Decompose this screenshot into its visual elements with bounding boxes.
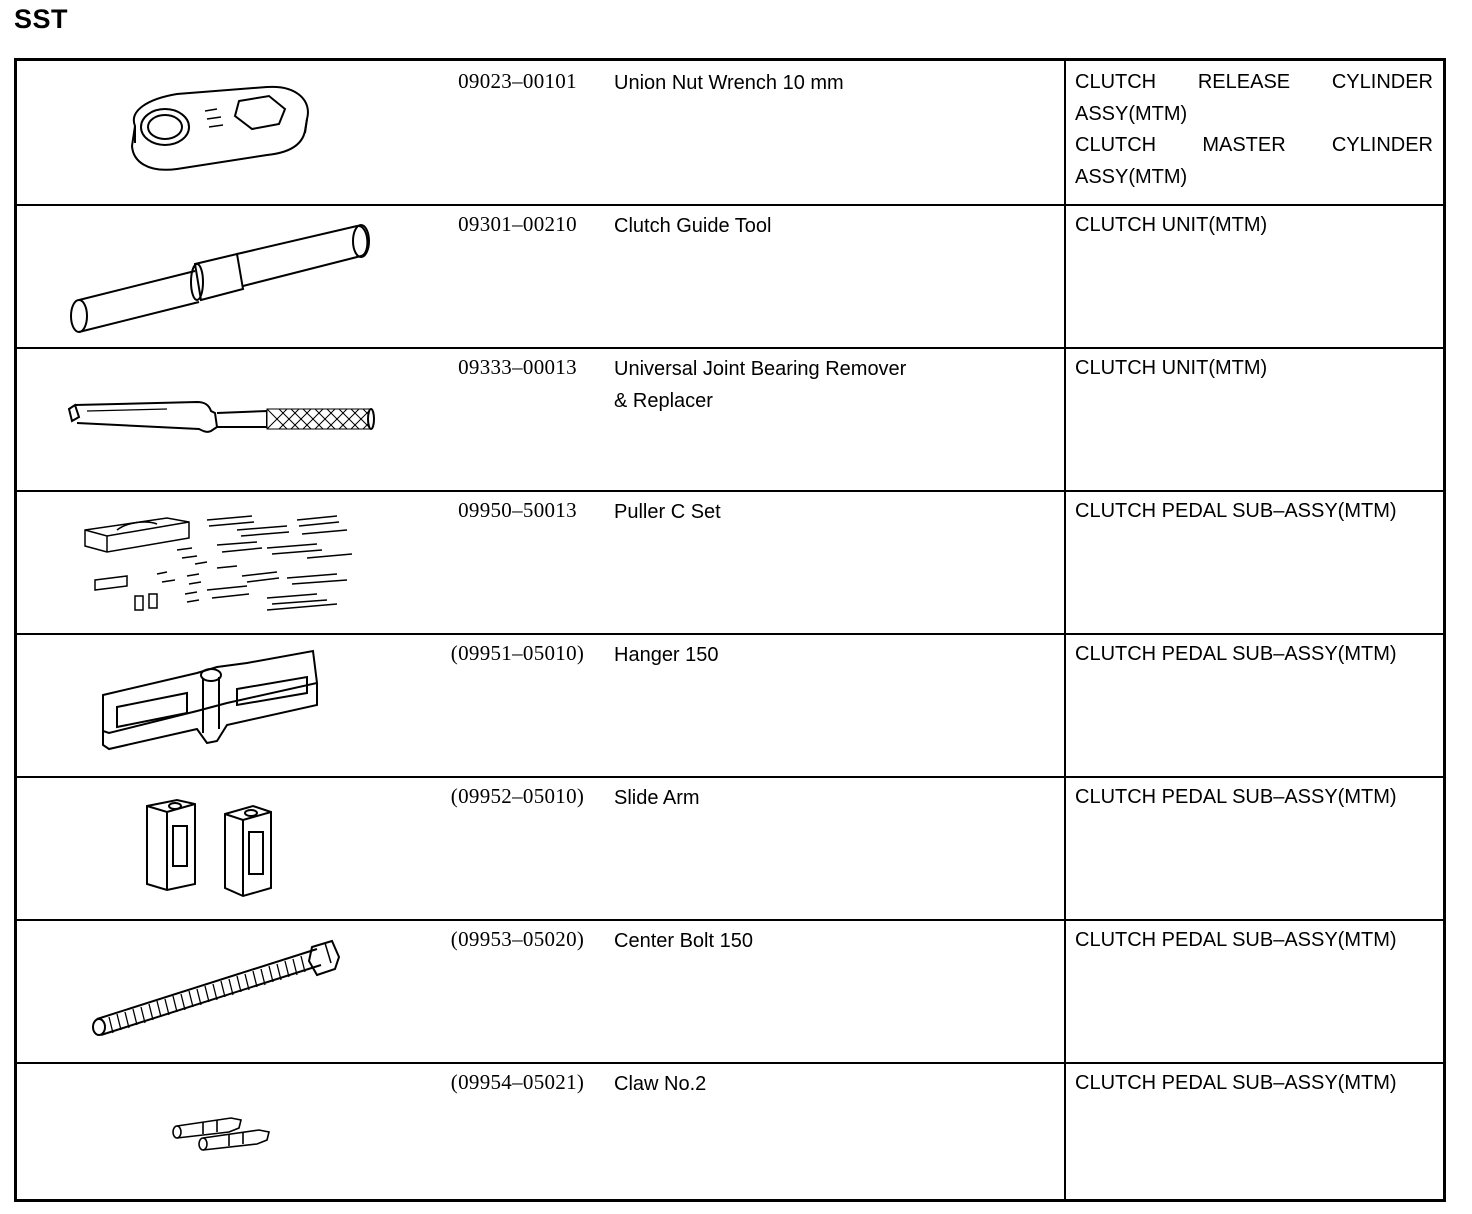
usage-line: CLUTCH RELEASE CYLINDER	[1075, 71, 1433, 93]
part-name-line: Union Nut Wrench 10 mm	[614, 72, 844, 94]
usage-line: CLUTCH UNIT(MTM)	[1075, 214, 1268, 236]
table-row	[17, 490, 1443, 633]
sst-table	[14, 58, 1446, 1202]
usage-line: CLUTCH UNIT(MTM)	[1075, 357, 1268, 379]
part-name	[614, 925, 1054, 957]
part-name	[614, 639, 1054, 671]
part-number: 09333–00013	[458, 355, 577, 379]
center-bolt-icon	[17, 919, 417, 1062]
table-row	[17, 61, 1443, 204]
part-name-line: Claw No.2	[614, 1073, 707, 1095]
usage-line: ASSY(MTM)	[1075, 102, 1188, 125]
table-row	[17, 1062, 1443, 1205]
table-row	[17, 633, 1443, 776]
usage-line: CLUTCH PEDAL SUB–ASSY(MTM)	[1075, 929, 1397, 951]
hanger-icon	[17, 633, 417, 776]
part-name	[614, 496, 1054, 528]
part-name	[614, 782, 1054, 814]
table-row	[17, 776, 1443, 919]
part-name-line: Center Bolt 150	[614, 930, 753, 952]
usage-line: CLUTCH PEDAL SUB–ASSY(MTM)	[1075, 786, 1397, 808]
part-number: 09023–00101	[458, 69, 577, 93]
usage	[1075, 1068, 1433, 1100]
table-row	[17, 347, 1443, 490]
part-name-line: Clutch Guide Tool	[614, 215, 772, 237]
bearing-remover-icon	[17, 347, 417, 490]
table-row	[17, 204, 1443, 347]
part-name	[614, 353, 1054, 417]
part-name-line: Hanger 150	[614, 644, 719, 666]
part-name	[614, 67, 1054, 99]
puller-set-icon	[17, 490, 417, 633]
usage	[1075, 210, 1433, 242]
usage	[1075, 496, 1433, 528]
usage-line: ASSY(MTM)	[1075, 165, 1188, 188]
usage	[1075, 782, 1433, 814]
part-number: (09954–05021)	[450, 1070, 585, 1094]
part-number: (09953–05020)	[450, 927, 585, 951]
part-number: (09952–05010)	[450, 784, 585, 808]
usage-line: CLUTCH PEDAL SUB–ASSY(MTM)	[1075, 643, 1397, 665]
part-number: (09951–05010)	[450, 641, 585, 665]
part-name	[614, 1068, 1054, 1100]
part-name-line: & Replacer	[614, 390, 713, 412]
usage	[1075, 639, 1433, 671]
part-name-line: Slide Arm	[614, 787, 700, 809]
part-number: 09301–00210	[458, 212, 577, 236]
claw-icon	[17, 1062, 417, 1205]
usage	[1075, 67, 1433, 193]
part-name-line: Universal Joint Bearing Remover	[614, 358, 907, 380]
part-name	[614, 210, 1054, 242]
part-name-line: Puller C Set	[614, 501, 721, 523]
table-row	[17, 919, 1443, 1062]
page-title: SST	[14, 4, 69, 34]
clutch-guide-tool-icon	[17, 204, 417, 347]
usage-line: CLUTCH MASTER CYLINDER	[1075, 134, 1433, 156]
usage-line: CLUTCH PEDAL SUB–ASSY(MTM)	[1075, 500, 1397, 522]
part-number: 09950–50013	[458, 498, 577, 522]
slide-arm-icon	[17, 776, 417, 919]
union-nut-wrench-icon	[17, 61, 417, 204]
usage-line: CLUTCH PEDAL SUB–ASSY(MTM)	[1075, 1072, 1397, 1094]
usage	[1075, 925, 1433, 957]
usage	[1075, 353, 1433, 385]
